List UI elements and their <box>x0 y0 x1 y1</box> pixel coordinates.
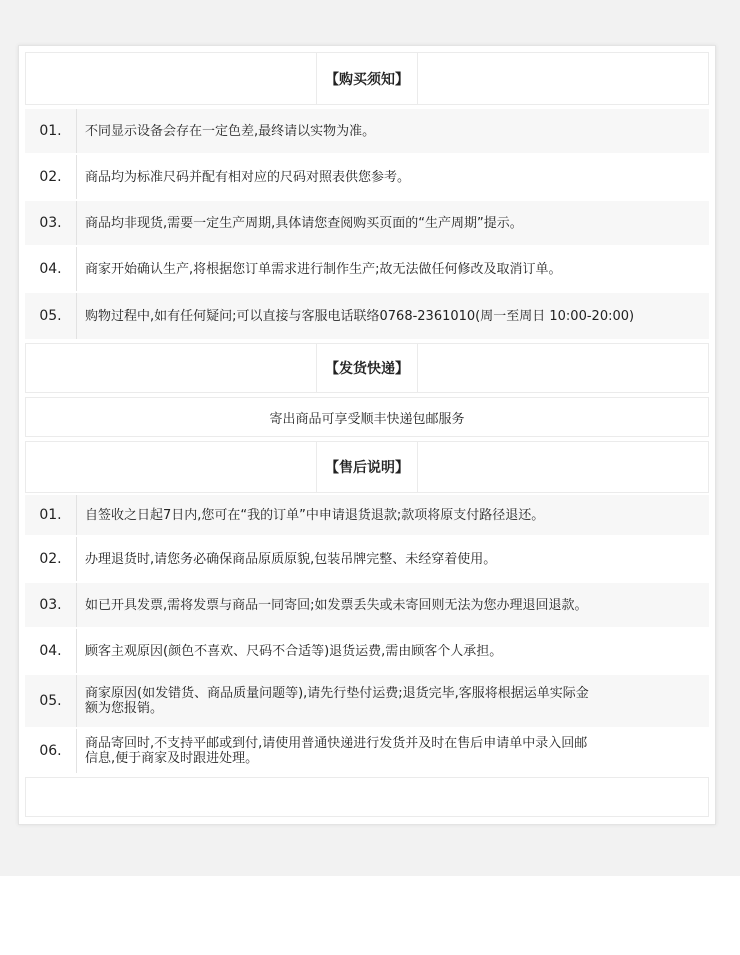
item-text: 不同显示设备会存在一定色差,最终请以实物为准。 <box>85 123 376 139</box>
item-number: 01. <box>25 495 77 535</box>
item-text: 办理退货时,请您务必确保商品原质原貌,包装吊牌完整、未经穿着使用。 <box>85 551 497 567</box>
after-sales-item-row <box>25 729 709 773</box>
purchase-item-row <box>25 247 709 291</box>
purchase-item-row <box>25 201 709 245</box>
item-text: 商品均非现货,需要一定生产周期,具体请您查阅购买页面的“生产周期”提示。 <box>85 215 523 231</box>
item-text: 商品均为标准尺码并配有相对应的尺码对照表供您参考。 <box>85 169 411 185</box>
item-text: 商家原因(如发错货、商品质量问题等),请先行垫付运费;退货完毕,客服将根据运单实际金 额为您报销。 <box>85 686 589 716</box>
after-sales-title: 【售后说明】 <box>316 442 418 492</box>
notice-card <box>18 45 716 825</box>
after-sales-item-row <box>25 629 709 673</box>
shipping-title: 【发货快递】 <box>316 344 418 392</box>
purchase-notice-header <box>25 52 709 105</box>
empty-footer-row <box>25 777 709 817</box>
notice-table <box>25 52 709 818</box>
item-number: 03. <box>25 583 77 627</box>
purchase-item-row <box>25 109 709 153</box>
after-sales-item-row <box>25 495 709 535</box>
purchase-notice-title: 【购买须知】 <box>316 53 418 104</box>
after-sales-item-row <box>25 537 709 581</box>
item-text: 顾客主观原因(颜色不喜欢、尺码不合适等)退货运费,需由顾客个人承担。 <box>85 643 503 659</box>
item-number: 03. <box>25 201 77 245</box>
after-sales-header <box>25 441 709 493</box>
item-number: 02. <box>25 537 77 581</box>
item-text: 商品寄回时,不支持平邮或到付,请使用普通快递进行发货并及时在售后申请单中录入回邮 信息,便于商家及时跟进处理。 <box>85 736 588 766</box>
shipping-text: 寄出商品可享受顺丰快递包邮服务 <box>269 411 465 427</box>
item-number: 02. <box>25 155 77 199</box>
item-text: 自签收之日起7日内,您可在“我的订单”中申请退货退款;款项将原支付路径退还。 <box>85 507 545 523</box>
after-sales-item-row <box>25 583 709 627</box>
item-number: 01. <box>25 109 77 153</box>
item-number: 04. <box>25 247 77 291</box>
item-number: 06. <box>25 729 77 773</box>
item-text: 购物过程中,如有任何疑问;可以直接与客服电话联络0768-2361010(周一至周日 10:00-20:00) <box>85 308 635 324</box>
purchase-item-row <box>25 155 709 199</box>
item-number: 05. <box>25 675 77 727</box>
item-text: 如已开具发票,需将发票与商品一同寄回;如发票丢失或未寄回则无法为您办理退回退款。 <box>85 597 588 613</box>
shipping-info-row <box>25 397 709 437</box>
item-number: 04. <box>25 629 77 673</box>
item-number: 05. <box>25 293 77 339</box>
item-text: 商家开始确认生产,将根据您订单需求进行制作生产;故无法做任何修改及取消订单。 <box>85 261 562 277</box>
shipping-header <box>25 343 709 393</box>
after-sales-item-row <box>25 675 709 727</box>
purchase-item-row <box>25 293 709 339</box>
